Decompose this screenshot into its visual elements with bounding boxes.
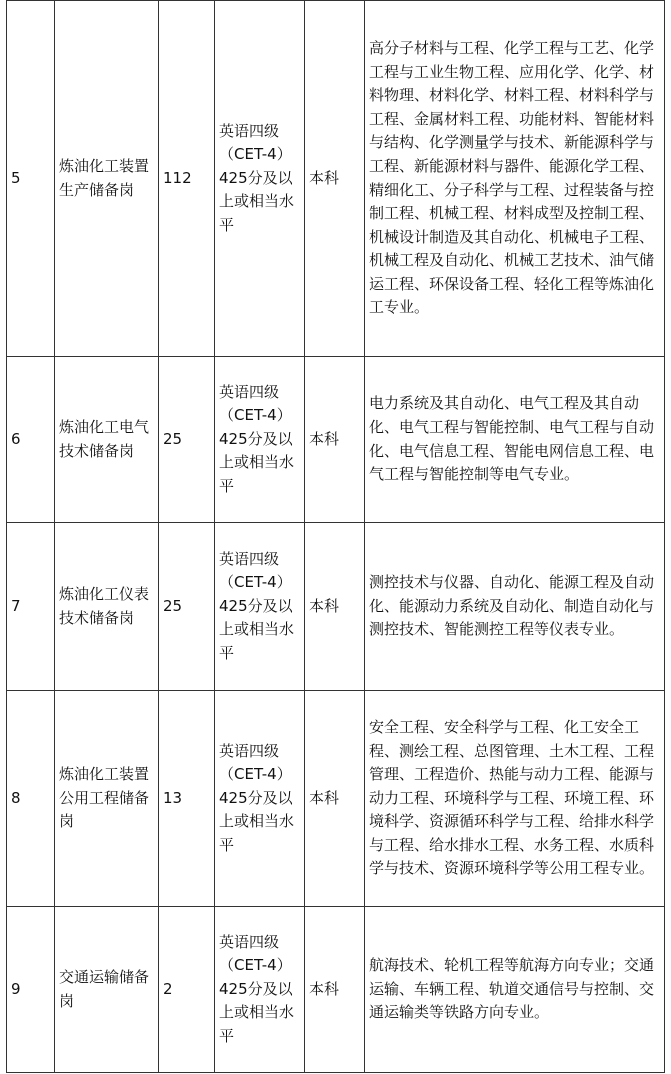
- row-number-text: 5: [11, 168, 21, 187]
- english-requirement: [215, 1, 305, 357]
- post-name: [55, 357, 159, 523]
- table-row: [7, 1, 665, 357]
- english-requirement-text: 英语四级（CET-4）425分及以上或相当水平: [219, 382, 295, 495]
- hiring-count: [159, 357, 215, 523]
- education-level: [305, 1, 365, 357]
- major-requirements-text: 安全工程、安全科学与工程、化工安全工程、测绘工程、总图管理、土木工程、工程管理、工程造价、热能与动力工程、能源与动力工程、环境科学与工程、环境工程、环境科学、资源循环科学与工程、给排水科学与工程、给水排水工程、水务工程、水质科学与技术、资源环境科学等公用工程专业。: [369, 717, 655, 878]
- education-level-text: 本科: [309, 429, 340, 448]
- english-requirement: [215, 357, 305, 523]
- english-requirement: [215, 691, 305, 907]
- english-requirement: [215, 907, 305, 1073]
- hiring-count: [159, 1, 215, 357]
- major-requirements: [365, 907, 665, 1073]
- education-level: [305, 691, 365, 907]
- major-requirements-text: 高分子材料与工程、化学工程与工艺、化学工程与工业生物工程、应用化学、化学、材料物理、材料化学、材料工程、材料科学与工程、金属材料工程、功能材料、智能材料与结构、化学测量学与技术、新能源科学与工程、新能源材料与器件、能源化学工程、精细化工、分子科学与工程、过程装备与控制工程、机械工程、材料成型及控制工程、机械设计制造及其自动化、机械电子工程、机械工程及自动化、机械工艺技术、油气储运工程、环保设备工程、轻化工程等炼油化工专业。: [369, 38, 655, 317]
- education-level: [305, 357, 365, 523]
- education-level-text: 本科: [309, 788, 340, 807]
- education-level-text: 本科: [309, 168, 340, 187]
- post-name: [55, 1, 159, 357]
- post-name-text: 炼油化工装置生产储备岗: [59, 156, 150, 199]
- english-requirement-text: 英语四级（CET-4）425分及以上或相当水平: [219, 741, 295, 854]
- row-number: [7, 907, 55, 1073]
- row-number-text: 6: [11, 429, 21, 448]
- major-requirements-text: 测控技术与仪器、自动化、能源工程及自动化、能源动力系统及自动化、制造自动化与测控技术、智能测控工程等仪表专业。: [369, 573, 655, 639]
- major-requirements: [365, 1, 665, 357]
- post-name-text: 交通运输储备岗: [59, 967, 150, 1010]
- row-number-text: 7: [11, 596, 21, 615]
- row-number-text: 8: [11, 788, 21, 807]
- hiring-count: [159, 691, 215, 907]
- major-requirements: [365, 357, 665, 523]
- table-row: [7, 523, 665, 691]
- post-name: [55, 691, 159, 907]
- hiring-count-text: 13: [163, 788, 183, 807]
- hiring-count-text: 2: [163, 979, 173, 998]
- row-number: [7, 691, 55, 907]
- education-level-text: 本科: [309, 596, 340, 615]
- education-level-text: 本科: [309, 979, 340, 998]
- major-requirements: [365, 691, 665, 907]
- table-row: [7, 357, 665, 523]
- english-requirement-text: 英语四级（CET-4）425分及以上或相当水平: [219, 932, 295, 1045]
- table-row: [7, 691, 665, 907]
- row-number: [7, 523, 55, 691]
- education-level: [305, 907, 365, 1073]
- row-number: [7, 1, 55, 357]
- major-requirements-text: 航海技术、轮机工程等航海方向专业；交通运输、车辆工程、轨道交通信号与控制、交通运输类等铁路方向专业。: [369, 956, 655, 1022]
- english-requirement-text: 英语四级（CET-4）425分及以上或相当水平: [219, 549, 295, 662]
- post-name: [55, 907, 159, 1073]
- recruitment-table: [6, 0, 665, 1073]
- post-name-text: 炼油化工装置公用工程储备岗: [59, 765, 150, 831]
- hiring-count-text: 25: [163, 429, 183, 448]
- post-name-text: 炼油化工电气技术储备岗: [59, 417, 150, 460]
- hiring-count: [159, 907, 215, 1073]
- major-requirements: [365, 523, 665, 691]
- hiring-count-text: 25: [163, 596, 183, 615]
- post-name-text: 炼油化工仪表技术储备岗: [59, 584, 150, 627]
- post-name: [55, 523, 159, 691]
- hiring-count: [159, 523, 215, 691]
- table-row: [7, 907, 665, 1073]
- hiring-count-text: 112: [163, 168, 192, 187]
- education-level: [305, 523, 365, 691]
- major-requirements-text: 电力系统及其自动化、电气工程及其自动化、电气工程与智能控制、电气工程与自动化、电气信息工程、智能电网信息工程、电气工程与智能控制等电气专业。: [369, 394, 655, 484]
- english-requirement-text: 英语四级（CET-4）425分及以上或相当水平: [219, 121, 295, 234]
- row-number-text: 9: [11, 979, 21, 998]
- english-requirement: [215, 523, 305, 691]
- row-number: [7, 357, 55, 523]
